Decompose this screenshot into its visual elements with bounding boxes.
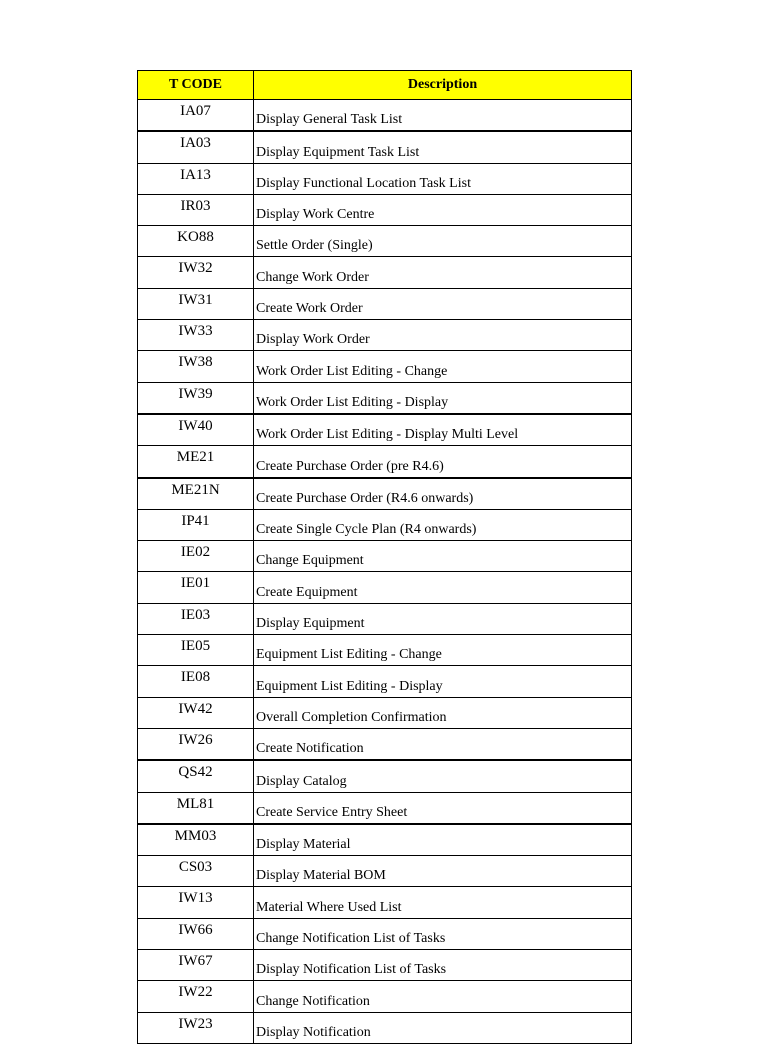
description-cell: Display General Task List (254, 100, 632, 132)
tcode-cell: ME21 (138, 446, 254, 478)
header-description: Description (254, 71, 632, 100)
description-cell: Change Equipment (254, 541, 632, 572)
tcode-cell: IE08 (138, 666, 254, 697)
description-cell: Display Equipment (254, 603, 632, 634)
description-cell: Display Work Order (254, 320, 632, 351)
table-row (138, 226, 632, 257)
description-cell: Create Notification (254, 728, 632, 760)
tcode-cell: IW39 (138, 382, 254, 414)
tcode-cell: IW13 (138, 887, 254, 918)
description-cell: Work Order List Editing - Display Multi Level (254, 414, 632, 446)
table-row (138, 792, 632, 824)
table-row (138, 131, 632, 163)
tcode-cell: IE02 (138, 541, 254, 572)
table-row (138, 320, 632, 351)
tcode-cell: IW22 (138, 981, 254, 1012)
table-row (138, 887, 632, 918)
table-row (138, 572, 632, 603)
description-cell: Settle Order (Single) (254, 226, 632, 257)
description-cell: Display Catalog (254, 760, 632, 792)
description-cell: Create Purchase Order (pre R4.6) (254, 446, 632, 478)
table-row (138, 509, 632, 540)
description-cell: Create Single Cycle Plan (R4 onwards) (254, 509, 632, 540)
tcode-cell: IW40 (138, 414, 254, 446)
table-row (138, 856, 632, 887)
table-row (138, 824, 632, 856)
table-row (138, 760, 632, 792)
table-row (138, 981, 632, 1012)
description-cell: Display Notification (254, 1012, 632, 1043)
tcode-cell: IA07 (138, 100, 254, 132)
description-cell: Material Where Used List (254, 887, 632, 918)
table-row (138, 728, 632, 760)
table-row (138, 478, 632, 510)
table-row (138, 163, 632, 194)
table-row (138, 100, 632, 132)
table-row (138, 697, 632, 728)
tcode-cell: IW23 (138, 1012, 254, 1043)
description-cell: Change Work Order (254, 257, 632, 288)
tcode-cell: IA03 (138, 131, 254, 163)
tcode-cell: CS03 (138, 856, 254, 887)
tcode-cell: IE01 (138, 572, 254, 603)
description-cell: Display Material (254, 824, 632, 856)
table-row (138, 603, 632, 634)
tcode-cell: IW66 (138, 918, 254, 949)
tcode-cell: IP41 (138, 509, 254, 540)
header-tcode: T CODE (138, 71, 254, 100)
tcode-cell: IW42 (138, 697, 254, 728)
tcode-cell: IW67 (138, 950, 254, 981)
table-row (138, 950, 632, 981)
tcode-cell: KO88 (138, 226, 254, 257)
description-cell: Change Notification List of Tasks (254, 918, 632, 949)
table-row (138, 257, 632, 288)
tcode-cell: IE05 (138, 635, 254, 666)
table-row (138, 194, 632, 225)
table-body (138, 100, 632, 1044)
description-cell: Equipment List Editing - Change (254, 635, 632, 666)
table-row (138, 1012, 632, 1043)
table-header (138, 71, 632, 100)
table-row (138, 351, 632, 382)
description-cell: Display Work Centre (254, 194, 632, 225)
table-row (138, 666, 632, 697)
description-cell: Create Service Entry Sheet (254, 792, 632, 824)
tcode-cell: ML81 (138, 792, 254, 824)
tcode-cell: IE03 (138, 603, 254, 634)
description-cell: Change Notification (254, 981, 632, 1012)
description-cell: Work Order List Editing - Display (254, 382, 632, 414)
description-cell: Create Work Order (254, 288, 632, 319)
description-cell: Display Equipment Task List (254, 131, 632, 163)
description-cell: Display Notification List of Tasks (254, 950, 632, 981)
tcode-cell: ME21N (138, 478, 254, 510)
description-cell: Display Functional Location Task List (254, 163, 632, 194)
table-row (138, 288, 632, 319)
tcode-cell: IR03 (138, 194, 254, 225)
tcode-cell: IW26 (138, 728, 254, 760)
tcode-cell: QS42 (138, 760, 254, 792)
description-cell: Work Order List Editing - Change (254, 351, 632, 382)
table-row (138, 918, 632, 949)
tcode-cell: IW32 (138, 257, 254, 288)
description-cell: Display Material BOM (254, 856, 632, 887)
tcode-cell: IW38 (138, 351, 254, 382)
tcode-cell: IW33 (138, 320, 254, 351)
description-cell: Overall Completion Confirmation (254, 697, 632, 728)
table-row (138, 541, 632, 572)
table-row (138, 635, 632, 666)
description-cell: Equipment List Editing - Display (254, 666, 632, 697)
table-row (138, 414, 632, 446)
tcode-table (137, 70, 632, 1044)
table-row (138, 382, 632, 414)
description-cell: Create Purchase Order (R4.6 onwards) (254, 478, 632, 510)
header-row (138, 71, 632, 100)
description-cell: Create Equipment (254, 572, 632, 603)
tcode-cell: IA13 (138, 163, 254, 194)
tcode-cell: IW31 (138, 288, 254, 319)
tcode-cell: MM03 (138, 824, 254, 856)
table-row (138, 446, 632, 478)
